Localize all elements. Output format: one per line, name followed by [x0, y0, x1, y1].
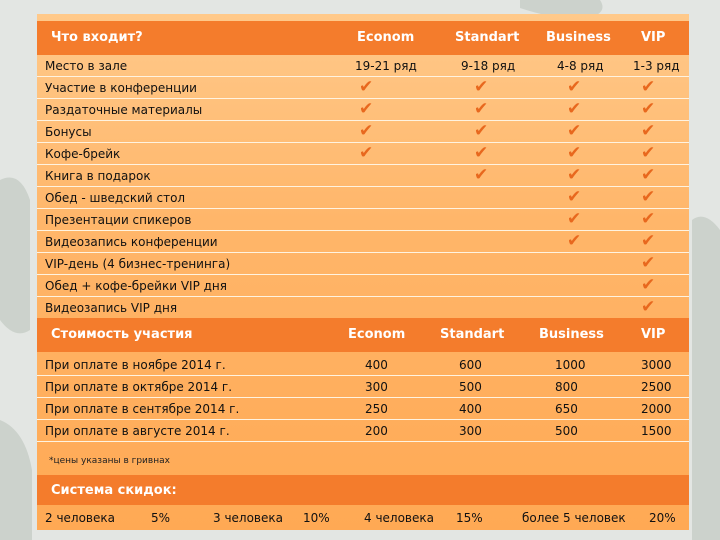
price-value: 200 — [365, 424, 388, 438]
discount-header — [37, 475, 689, 505]
price-value: 600 — [459, 358, 482, 372]
price-value: 1000 — [555, 358, 586, 372]
price-value: 400 — [365, 358, 388, 372]
checkmark-icon: ✔ — [641, 187, 656, 207]
feature-label: Раздаточные материалы — [45, 103, 203, 117]
feature-value: 19-21 ряд — [355, 59, 417, 73]
checkmark-icon: ✔ — [474, 165, 489, 185]
checkmark-icon: ✔ — [641, 121, 656, 141]
price-col-vip: VIP — [641, 327, 666, 342]
feature-label: Место в зале — [45, 59, 128, 73]
feature-row — [37, 99, 689, 121]
price-value: 400 — [459, 402, 482, 416]
feature-row — [37, 209, 689, 231]
feature-label: Обед - шведский стол — [45, 191, 186, 205]
checkmark-icon: ✔ — [641, 253, 656, 273]
price-value: 800 — [555, 380, 578, 394]
price-col-business: Business — [539, 327, 604, 342]
checkmark-icon: ✔ — [474, 143, 489, 163]
feature-label: Видеозапись VIP дня — [45, 301, 178, 315]
checkmark-icon: ✔ — [641, 99, 656, 119]
checkmark-icon: ✔ — [359, 99, 374, 119]
price-row — [37, 376, 689, 398]
price-col-econom: Econom — [348, 327, 406, 342]
discount-value: 10% — [303, 511, 330, 525]
price-value: 3000 — [641, 358, 672, 372]
price-value: 500 — [555, 424, 578, 438]
discount-value: 20% — [649, 511, 676, 525]
discount-row — [37, 506, 689, 530]
price-header-title: Стоимость участия — [51, 327, 193, 342]
checkmark-icon: ✔ — [567, 143, 582, 163]
discount-label: 3 человека — [213, 511, 283, 525]
feature-label: Видеозапись конференции — [45, 235, 218, 249]
price-value: 2500 — [641, 380, 672, 394]
feature-label: VIP-день (4 бизнес-тренинга) — [45, 257, 231, 271]
price-value: 300 — [459, 424, 482, 438]
price-label: При оплате в ноябре 2014 г. — [45, 358, 226, 372]
feature-row — [37, 165, 689, 187]
discount-value: 15% — [456, 511, 483, 525]
col-business: Business — [546, 30, 611, 45]
price-value: 300 — [365, 380, 388, 394]
checkmark-icon: ✔ — [641, 231, 656, 251]
checkmark-icon: ✔ — [474, 99, 489, 119]
feature-label: Участие в конференции — [45, 81, 197, 95]
checkmark-icon: ✔ — [474, 77, 489, 97]
feature-label: Обед + кофе-брейки VIP дня — [45, 279, 227, 293]
feature-row — [37, 55, 689, 77]
checkmark-icon: ✔ — [359, 77, 374, 97]
checkmark-icon: ✔ — [567, 231, 582, 251]
price-row — [37, 354, 689, 376]
checkmark-icon: ✔ — [641, 143, 656, 163]
feature-row — [37, 143, 689, 165]
col-standart: Standart — [455, 30, 520, 45]
features-header-title: Что входит? — [51, 30, 143, 45]
price-label: При оплате в августе 2014 г. — [45, 424, 230, 438]
discount-title: Система скидок: — [51, 483, 177, 498]
discount-label: 4 человека — [364, 511, 434, 525]
col-econom: Econom — [357, 30, 415, 45]
price-note: *цены указаны в гривнах — [49, 456, 170, 466]
feature-label: Кофе-брейк — [45, 147, 121, 161]
checkmark-icon: ✔ — [641, 77, 656, 97]
feature-row — [37, 297, 689, 319]
checkmark-icon: ✔ — [567, 165, 582, 185]
feature-value: 1-3 ряд — [633, 59, 680, 73]
checkmark-icon: ✔ — [641, 165, 656, 185]
pricing-sheet — [37, 14, 689, 530]
feature-row — [37, 121, 689, 143]
checkmark-icon: ✔ — [359, 121, 374, 141]
checkmark-icon: ✔ — [567, 209, 582, 229]
feature-row — [37, 253, 689, 275]
checkmark-icon: ✔ — [567, 77, 582, 97]
feature-label: Презентации спикеров — [45, 213, 192, 227]
price-row — [37, 420, 689, 442]
feature-label: Книга в подарок — [45, 169, 151, 183]
checkmark-icon: ✔ — [641, 209, 656, 229]
discount-label: 2 человека — [45, 511, 115, 525]
price-col-standart: Standart — [440, 327, 505, 342]
discount-value: 5% — [151, 511, 171, 525]
price-value: 1500 — [641, 424, 672, 438]
checkmark-icon: ✔ — [474, 121, 489, 141]
checkmark-icon: ✔ — [359, 143, 374, 163]
feature-row — [37, 77, 689, 99]
checkmark-icon: ✔ — [567, 121, 582, 141]
feature-value: 4-8 ряд — [557, 59, 604, 73]
discount-label: более 5 человек — [522, 511, 626, 525]
feature-label: Бонусы — [45, 125, 92, 139]
price-value: 650 — [555, 402, 578, 416]
checkmark-icon: ✔ — [641, 275, 656, 295]
col-vip: VIP — [641, 30, 666, 45]
price-value: 250 — [365, 402, 388, 416]
feature-value: 9-18 ряд — [461, 59, 516, 73]
features-header — [37, 21, 689, 55]
price-value: 500 — [459, 380, 482, 394]
feature-row — [37, 231, 689, 253]
price-label: При оплате в сентябре 2014 г. — [45, 402, 240, 416]
checkmark-icon: ✔ — [567, 187, 582, 207]
checkmark-icon: ✔ — [641, 297, 656, 317]
price-value: 2000 — [641, 402, 672, 416]
feature-row — [37, 275, 689, 297]
feature-row — [37, 187, 689, 209]
price-row — [37, 398, 689, 420]
price-label: При оплате в октябре 2014 г. — [45, 380, 233, 394]
checkmark-icon: ✔ — [567, 99, 582, 119]
price-header — [37, 318, 689, 352]
